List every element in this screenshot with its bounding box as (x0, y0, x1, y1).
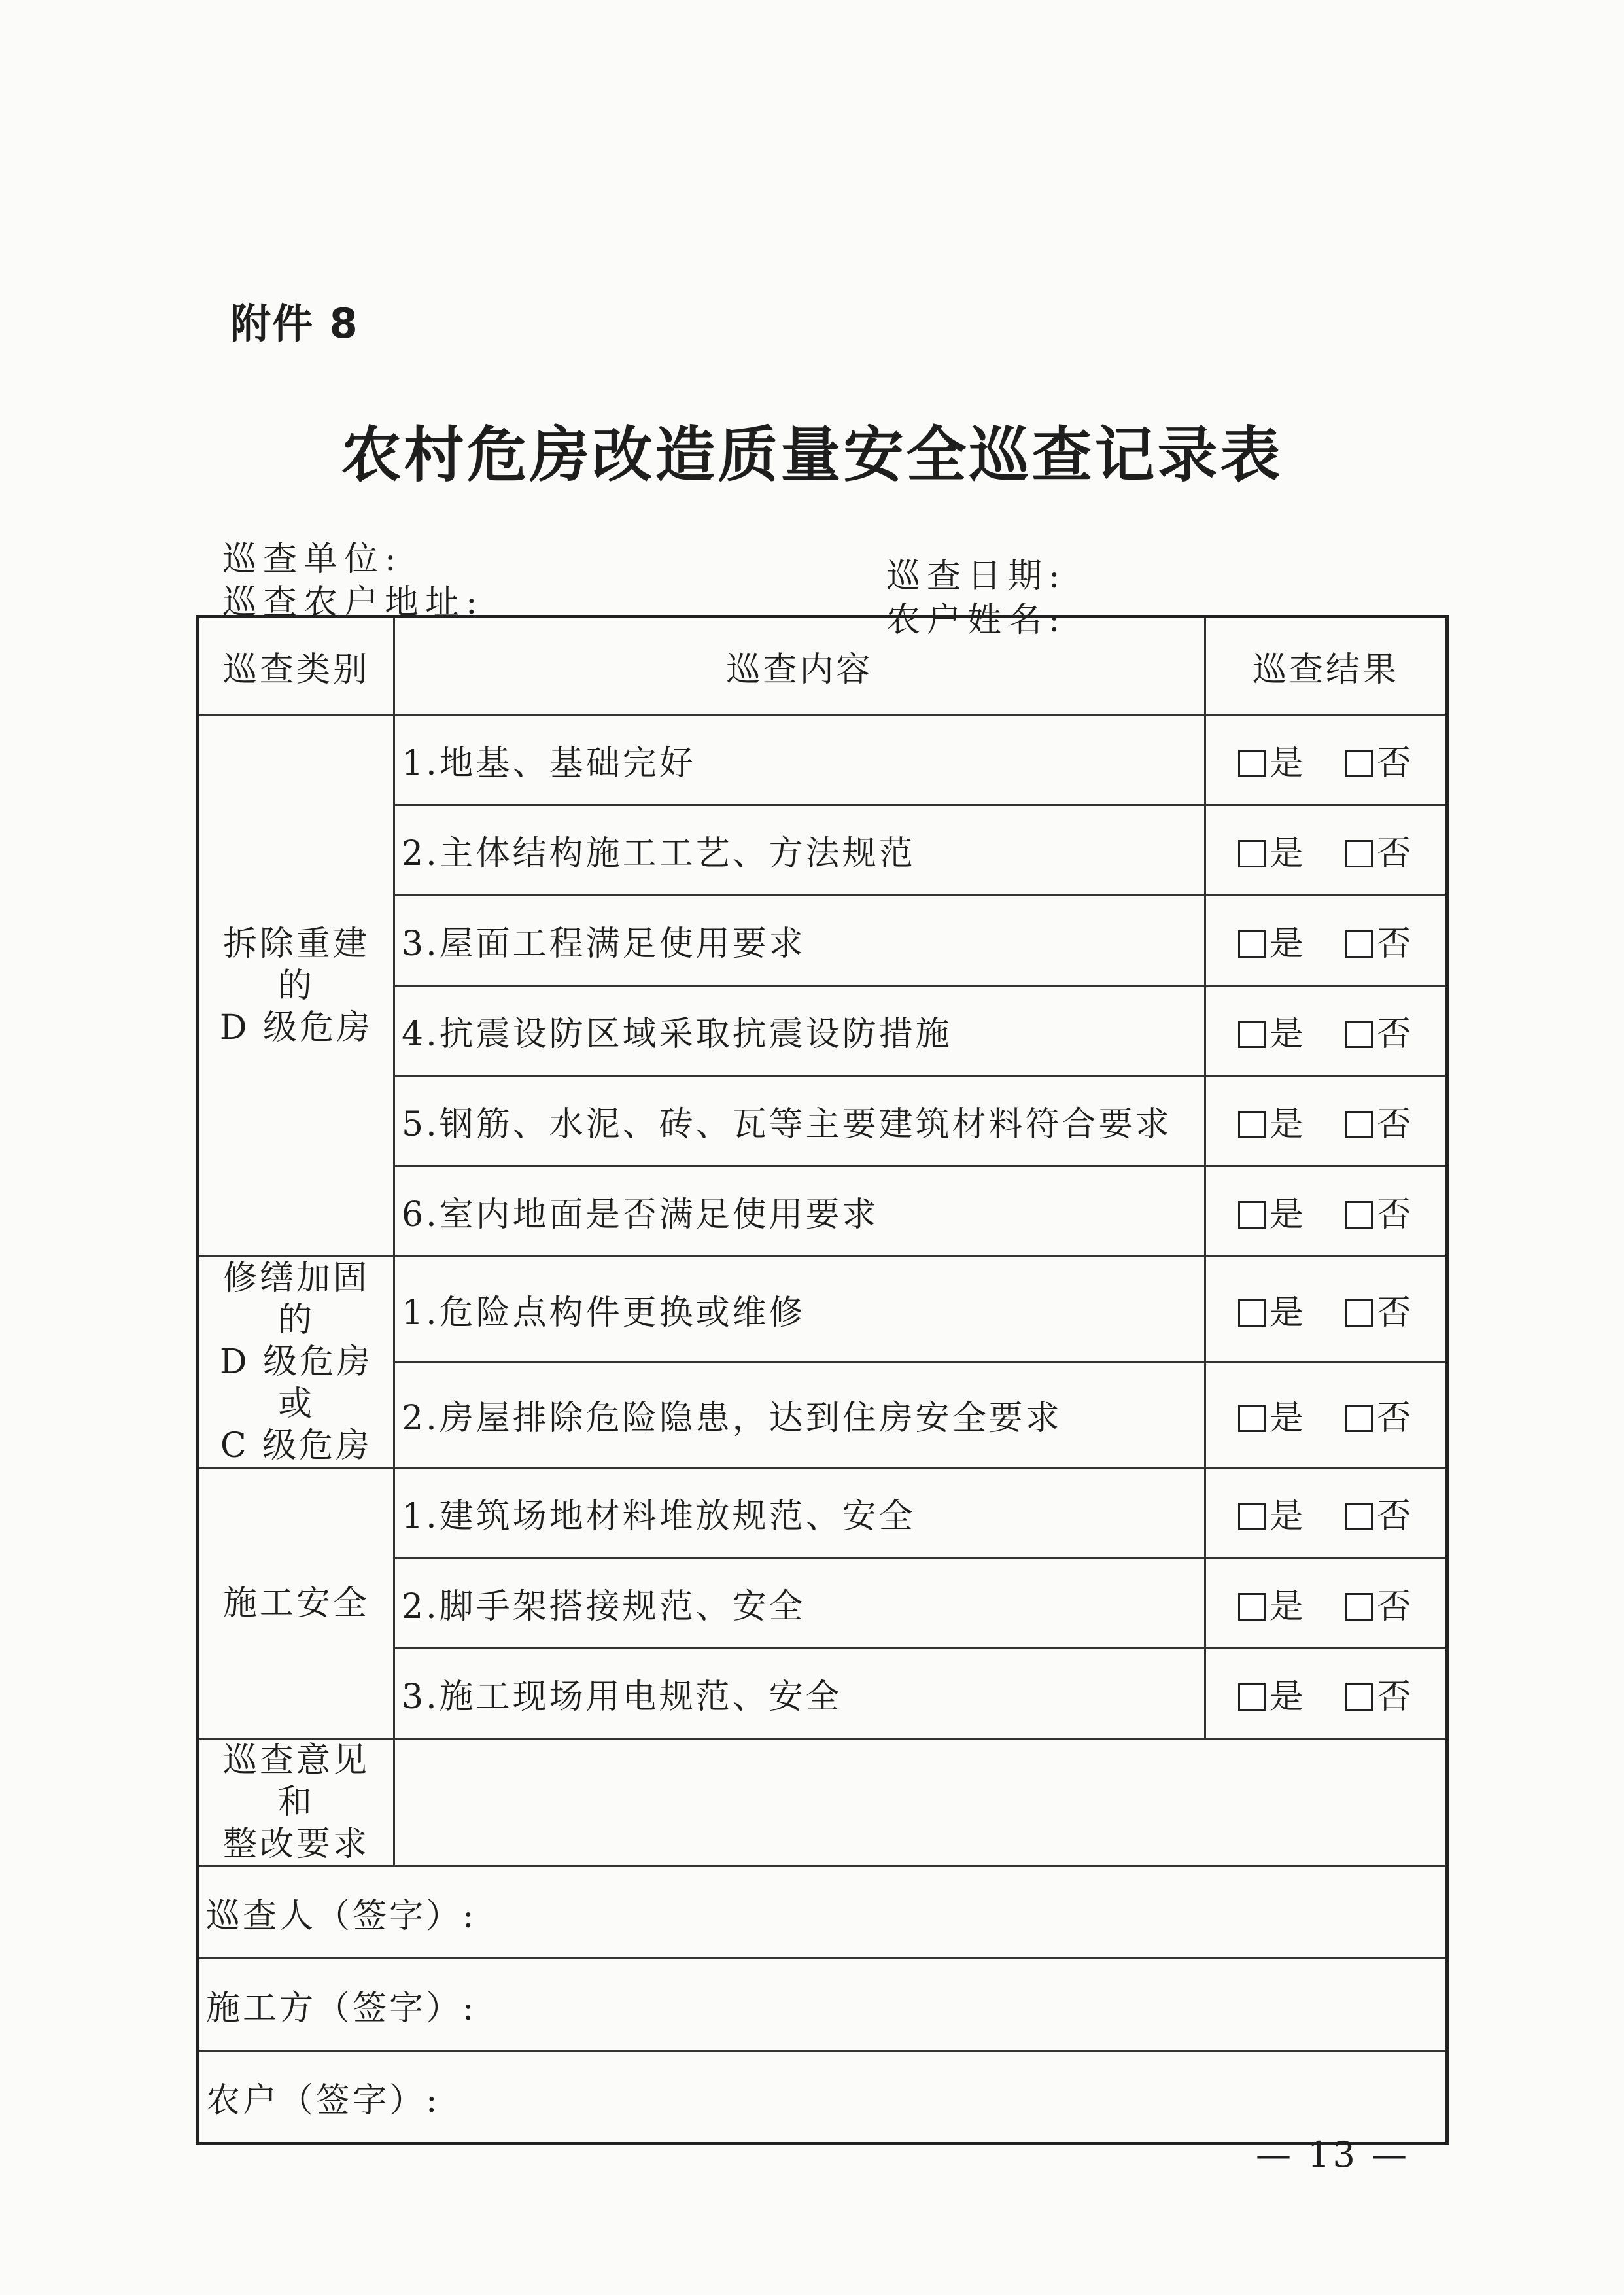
yes-label: 是 (1269, 1195, 1306, 1235)
no-checkbox[interactable] (1345, 1299, 1373, 1327)
result-cell (1205, 1076, 1447, 1166)
category-text: 修缮加固的 (222, 1259, 370, 1340)
yes-checkbox[interactable] (1238, 1503, 1266, 1530)
inspection-item: 3.屋面工程满足使用要求 (394, 896, 1205, 986)
table-row (198, 1468, 1447, 1558)
yes-checkbox[interactable] (1238, 1021, 1266, 1048)
inspection-unit-label: 巡查单位: (222, 540, 403, 579)
category-cell-safety (198, 1468, 394, 1739)
farmer-signature-field[interactable]: 农户（签字）: (198, 2051, 1447, 2144)
no-checkbox[interactable] (1345, 1405, 1373, 1432)
no-label: 否 (1377, 1195, 1414, 1235)
result-cell (1205, 1558, 1447, 1649)
signature-row (198, 1866, 1447, 1959)
opinion-input-area[interactable] (394, 1739, 1447, 1866)
table-row (198, 715, 1447, 805)
inspection-item: 2.主体结构施工工艺、方法规范 (394, 805, 1205, 896)
yes-label: 是 (1269, 1015, 1306, 1054)
yes-label: 是 (1269, 1293, 1306, 1333)
result-cell (1205, 715, 1447, 805)
inspection-item: 2.脚手架搭接规范、安全 (394, 1558, 1205, 1649)
inspection-item: 5.钢筋、水泥、砖、瓦等主要建筑材料符合要求 (394, 1076, 1205, 1166)
yes-checkbox[interactable] (1238, 1593, 1266, 1621)
result-cell (1205, 896, 1447, 986)
page-number: — 13 — (1256, 2134, 1410, 2175)
inspection-item: 4.抗震设防区域采取抗震设防措施 (394, 986, 1205, 1076)
no-checkbox[interactable] (1345, 1111, 1373, 1138)
page-title: 农村危房改造质量安全巡查记录表 (341, 419, 1283, 490)
yes-label: 是 (1269, 1677, 1306, 1717)
no-checkbox[interactable] (1345, 840, 1373, 867)
no-label: 否 (1377, 1293, 1414, 1333)
yes-checkbox[interactable] (1238, 840, 1266, 867)
yes-checkbox[interactable] (1238, 1299, 1266, 1327)
category-text: D 级危房 (219, 1007, 373, 1047)
inspection-item: 6.室内地面是否满足使用要求 (394, 1166, 1205, 1257)
no-checkbox[interactable] (1345, 930, 1373, 958)
no-checkbox[interactable] (1345, 1021, 1373, 1048)
inspection-item: 3.施工现场用电规范、安全 (394, 1649, 1205, 1739)
result-cell (1205, 1649, 1447, 1739)
no-checkbox[interactable] (1345, 1683, 1373, 1711)
yes-label: 是 (1269, 744, 1306, 783)
column-header-category: 巡查类别 (198, 617, 394, 715)
farmer-name-label: 农户姓名: (886, 601, 1067, 640)
no-label: 否 (1377, 1497, 1414, 1536)
category-cell-rebuild (198, 715, 394, 1257)
result-cell (1205, 1362, 1447, 1468)
no-checkbox[interactable] (1345, 1593, 1373, 1621)
inspection-record-table (196, 615, 1449, 2145)
signature-row (198, 2051, 1447, 2144)
no-label: 否 (1377, 924, 1414, 964)
category-text: D 级危房或 (219, 1342, 373, 1424)
result-cell (1205, 805, 1447, 896)
yes-checkbox[interactable] (1238, 1683, 1266, 1711)
category-cell-repair (198, 1257, 394, 1468)
no-label: 否 (1377, 834, 1414, 873)
yes-label: 是 (1269, 924, 1306, 964)
signature-row (198, 1959, 1447, 2051)
annex-label: 附件 8 (230, 300, 359, 347)
result-cell (1205, 1166, 1447, 1257)
no-label: 否 (1377, 1677, 1414, 1717)
yes-label: 是 (1269, 1587, 1306, 1626)
no-label: 否 (1377, 1399, 1414, 1439)
inspector-signature-field[interactable]: 巡查人（签字）: (198, 1866, 1447, 1959)
column-header-result: 巡查结果 (1205, 617, 1447, 715)
yes-label: 是 (1269, 1497, 1306, 1536)
yes-label: 是 (1269, 834, 1306, 873)
column-header-content: 巡查内容 (394, 617, 1205, 715)
no-label: 否 (1377, 1015, 1414, 1054)
table-row (198, 1257, 1447, 1363)
farmer-address-label: 巡查农户地址: (222, 583, 484, 622)
inspection-item: 1.危险点构件更换或维修 (394, 1257, 1205, 1363)
yes-label: 是 (1269, 1105, 1306, 1144)
no-checkbox[interactable] (1345, 1503, 1373, 1530)
yes-label: 是 (1269, 1399, 1306, 1439)
result-cell (1205, 1468, 1447, 1558)
yes-checkbox[interactable] (1238, 1111, 1266, 1138)
no-checkbox[interactable] (1345, 1201, 1373, 1229)
category-text: 拆除重建的 (222, 924, 370, 1006)
yes-checkbox[interactable] (1238, 1201, 1266, 1229)
yes-checkbox[interactable] (1238, 930, 1266, 958)
result-cell (1205, 986, 1447, 1076)
inspection-item: 1.地基、基础完好 (394, 715, 1205, 805)
no-label: 否 (1377, 1105, 1414, 1144)
category-text: 施工安全 (222, 1583, 370, 1623)
table-header-row (198, 617, 1447, 715)
category-text: C 级危房 (220, 1426, 373, 1465)
inspection-item: 1.建筑场地材料堆放规范、安全 (394, 1468, 1205, 1558)
inspection-date-label: 巡查日期: (886, 557, 1067, 596)
inspection-item: 2.房屋排除危险隐患，达到住房安全要求 (394, 1362, 1205, 1468)
opinion-label-cell (198, 1739, 394, 1866)
yes-checkbox[interactable] (1238, 750, 1266, 777)
no-label: 否 (1377, 1587, 1414, 1626)
opinion-row (198, 1739, 1447, 1866)
yes-checkbox[interactable] (1238, 1405, 1266, 1432)
opinion-label: 巡查意见和 (222, 1741, 370, 1822)
result-cell (1205, 1257, 1447, 1363)
opinion-label: 整改要求 (222, 1825, 370, 1864)
no-label: 否 (1377, 744, 1414, 783)
no-checkbox[interactable] (1345, 750, 1373, 777)
builder-signature-field[interactable]: 施工方（签字）: (198, 1959, 1447, 2051)
